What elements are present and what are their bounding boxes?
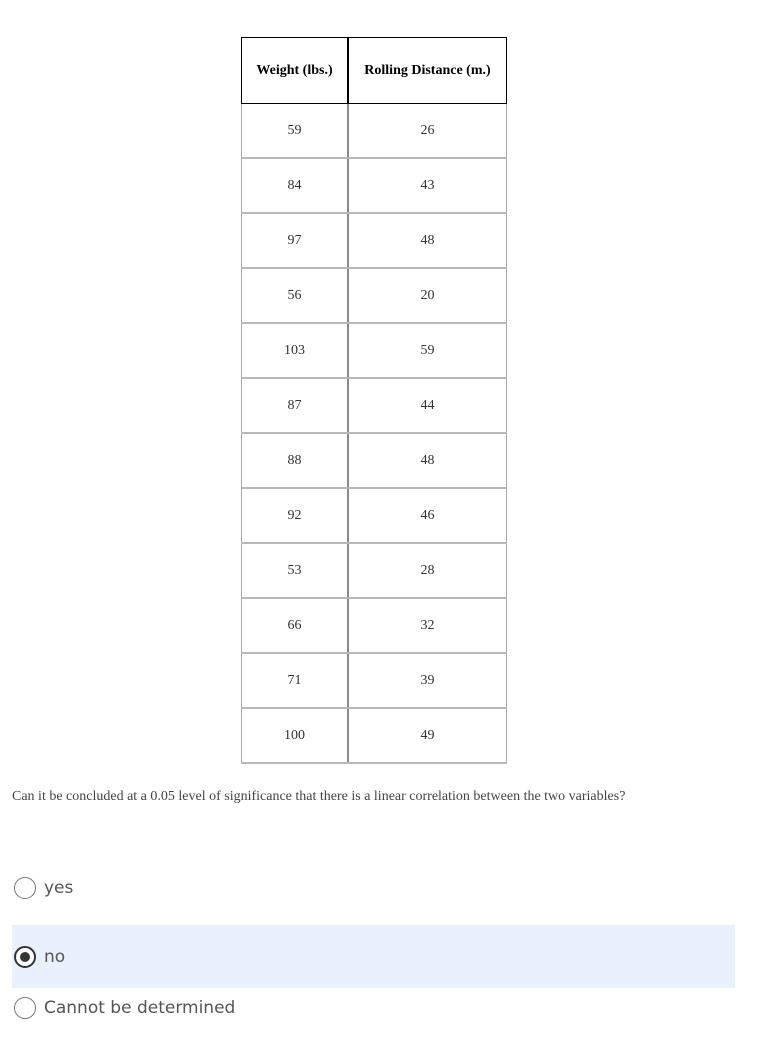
- table-row: [242, 104, 507, 159]
- cell-distance: 43: [348, 158, 507, 213]
- table-row: [242, 268, 507, 323]
- table-row: [242, 708, 507, 763]
- cell-weight: 97: [242, 213, 349, 268]
- cell-weight: 100: [242, 708, 349, 763]
- option-cannot-be-determined[interactable]: [12, 976, 735, 1039]
- table-row: [242, 433, 507, 488]
- table-row: [242, 378, 507, 433]
- radio-selected-icon[interactable]: [14, 946, 36, 968]
- header-weight: Weight (lbs.): [242, 38, 349, 104]
- table-row: [242, 488, 507, 543]
- cell-distance: 39: [348, 653, 507, 708]
- cell-weight: 84: [242, 158, 349, 213]
- cell-weight: 92: [242, 488, 349, 543]
- radio-unselected-icon[interactable]: [14, 877, 36, 899]
- header-rolling-distance: Rolling Distance (m.): [348, 38, 507, 104]
- cell-weight: 56: [242, 268, 349, 323]
- cell-weight: 66: [242, 598, 349, 653]
- cell-weight: 59: [242, 104, 349, 159]
- cell-distance: 28: [348, 543, 507, 598]
- table-row: [242, 653, 507, 708]
- table-header-row: [242, 38, 507, 104]
- cell-weight: 71: [242, 653, 349, 708]
- data-table: [241, 37, 507, 764]
- cell-distance: 48: [348, 213, 507, 268]
- table-row: [242, 543, 507, 598]
- cell-distance: 32: [348, 598, 507, 653]
- cell-distance: 46: [348, 488, 507, 543]
- radio-unselected-icon[interactable]: [14, 997, 36, 1019]
- cell-distance: 26: [348, 104, 507, 159]
- cell-distance: 59: [348, 323, 507, 378]
- option-label: Cannot be determined: [44, 997, 236, 1018]
- table-row: [242, 598, 507, 653]
- cell-weight: 53: [242, 543, 349, 598]
- cell-distance: 44: [348, 378, 507, 433]
- option-label: yes: [44, 877, 74, 898]
- table-row: [242, 213, 507, 268]
- cell-distance: 48: [348, 433, 507, 488]
- cell-weight: 103: [242, 323, 349, 378]
- cell-distance: 49: [348, 708, 507, 763]
- cell-distance: 20: [348, 268, 507, 323]
- question-text: Can it be concluded at a 0.05 level of significance that there is a linear correlation between the two variables?: [12, 789, 626, 804]
- option-yes[interactable]: [12, 856, 735, 919]
- option-label: no: [44, 946, 66, 967]
- table-row: [242, 323, 507, 378]
- table-row: [242, 158, 507, 213]
- cell-weight: 87: [242, 378, 349, 433]
- cell-weight: 88: [242, 433, 349, 488]
